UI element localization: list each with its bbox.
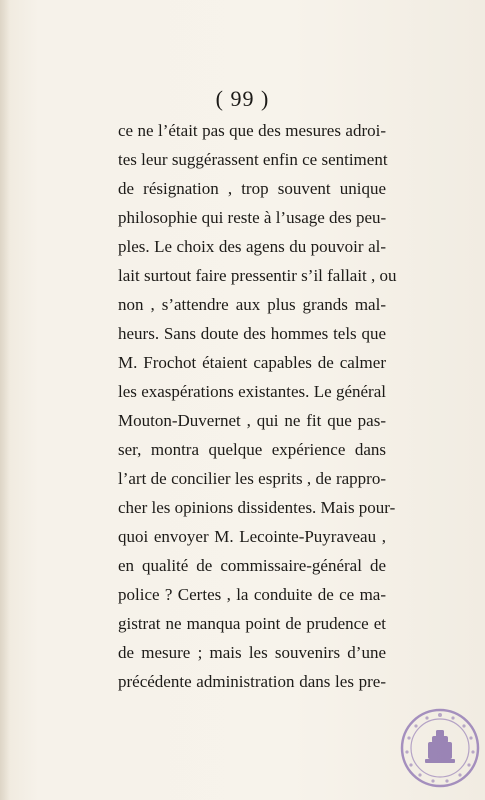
page-gutter — [0, 0, 10, 800]
text-line: lait surtout faire pressentir s’il fallait , ou — [118, 266, 397, 285]
text-line: de résignation , trop souvent unique — [118, 179, 386, 198]
text-line: heurs. Sans doute des hommes tels que — [118, 324, 386, 343]
page-number: ( 99 ) — [215, 86, 270, 111]
text-line: gistrat ne manqua point de prudence et — [118, 614, 386, 633]
text-line: en qualité de commissaire-général de — [118, 556, 386, 575]
library-stamp-icon — [398, 706, 482, 790]
text-line: philosophie qui reste à l’usage des peu- — [118, 208, 387, 227]
text-line: de mesure ; mais les souvenirs d’une — [118, 643, 386, 662]
text-line: ples. Le choix des agens du pouvoir al- — [118, 237, 386, 256]
text-line: M. Frochot étaient capables de calmer — [118, 353, 386, 372]
text-line: tes leur suggérassent enfin ce sentiment — [118, 150, 388, 169]
text-line: précédente administration dans les pre- — [118, 672, 386, 691]
body-text — [118, 116, 397, 696]
text-line: Mouton-Duvernet , qui ne fit que pas- — [118, 411, 386, 430]
text-line: quoi envoyer M. Lecointe-Puyraveau , — [118, 527, 386, 546]
text-line: ce ne l’était pas que des mesures adroi- — [118, 121, 386, 140]
text-line: l’art de concilier les esprits , de rappro- — [118, 469, 386, 488]
text-line: les exaspérations existantes. Le général — [118, 382, 386, 401]
text-line: police ? Certes , la conduite de ce ma- — [118, 585, 386, 604]
text-line: ser, montra quelque expérience dans — [118, 440, 386, 459]
text-line: non , s’attendre aux plus grands mal- — [118, 295, 386, 314]
text-line: cher les opinions dissidentes. Mais pour- — [118, 498, 396, 517]
